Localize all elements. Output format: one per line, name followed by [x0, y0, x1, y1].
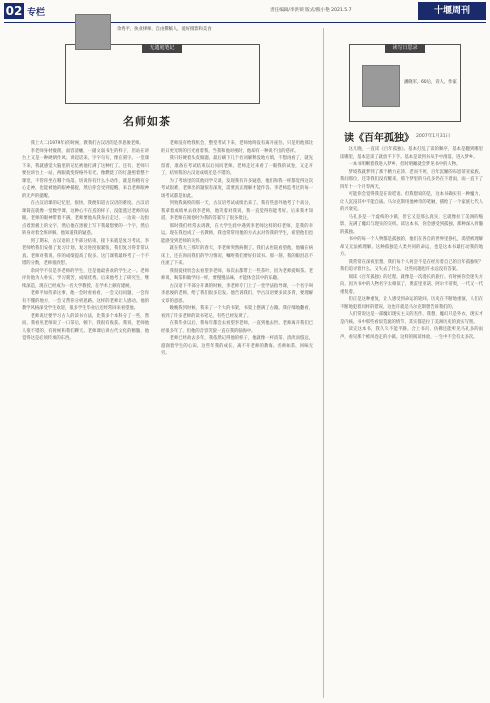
paragraph: 晚晚我到时候，我来了一个大的书架，书架上摆满了古籍。我仔细地翻看，看到了许多老师的读书笔记，有些已经发黄了。 — [161, 306, 313, 319]
paragraph: 就在我大三那年的春天，李老师突然病倒了。我们去医院看望他，他躺在病床上，还在询问我们的学习情况，嘱咐我们要好好读书。那一刻，我的眼泪忍不住流了下来。 — [161, 246, 313, 266]
paragraph: 我很爱找机会去看望李老师，每次去都带上一些茶叶，因为老师爱喝茶。老师说，喝茶和做学问一样，要慢慢品味，才能体会其中的乐趣。 — [161, 268, 313, 281]
paragraph: 人们常说这是一部魔幻现实主义的杰作，我想，魔幻只是外衣，现实才是内核。书中那些看似荒诞的情节，其实都是拉丁美洲历史的真实写照。 — [340, 312, 483, 325]
paragraph: 在古汉语课的记忆里，很快，我便知道古汉语的难度。古汉语课简直就像一堂数学课，这种心不在焉的样子，没能逃过老师的法眼。老师的眼神带着不满，老师要他从我身后走过，一边说一边指点着黑板上的文字，然后他在黑板上写下我最想要的一个字，然后转身对着全班讲解，他知道我的疑惑。 — [22, 201, 149, 236]
left-article-column-1 — [22, 140, 149, 695]
paragraph: 古汉语下半部分开课的时候，李老师专门上了一堂学法指导课，一个名字叫李思俊的老师，给了我们很多启发。他告诉我们，学古汉语要多读多背，要理解文章的意思。 — [161, 283, 313, 304]
paragraph: 老师没有给我机会，整堂考试下来，老师始终没有离开座位。只是用他那比炬日更光明的目光看着我，当我和他对视时，他却有一种说不出的慈祥。 — [161, 141, 313, 154]
paragraph: 马孔多是一个虚构的小镇，但它又是那么真实，它就像拉丁美洲的缩影，充满了魔幻与现实的交织。读这本书，你会感受到孤独，那种深入骨髓的孤独。 — [340, 214, 483, 235]
right-column-tag: 读写日思录 — [385, 44, 425, 53]
paragraph: 老师平如待弟这事，他一会时看看看，一会又问问题，一会你有不懂的地方，一会又帮你分析思路。这样的老师让人感动。他的教学风格深受学生欢迎，很多学生毕业后还经常回来看望他。 — [22, 291, 149, 311]
editor-meta: 责任编辑/李洪锁 版式/熊小艳 2021.5.7 — [270, 8, 352, 13]
left-column-tag: 无遗庭笔记 — [142, 44, 182, 53]
paragraph: 在我毕业以后，我每年都会去看望李老师，一直到他去世。老师离开我们已经很多年了，但他的音容笑貌一直在我的脑海中。 — [161, 321, 313, 334]
right-article-title: 读《百年孤独》 — [344, 133, 414, 144]
right-article-column — [340, 146, 483, 696]
page-number: 02 — [5, 4, 23, 18]
paragraph: 那时我们经常去请教，在大学生涯中遇到李老师这样的好老师，是我的幸运。现在我也成了一名教师，我也常常用他的方式去对待我的学生，希望他们也能感受到老师的关怀。 — [161, 223, 313, 244]
section-name: 专栏 — [27, 8, 46, 18]
paper-name: 十堰周刊 — [418, 2, 486, 20]
paragraph: 到致我离校的那一天，古汉语考试成绩出来了。我有些意外地考了个高分，我拿着成绩单去找李老师，他笑着对我说，我一直觉得你能考好。后来我才知道，李老师在阅卷时为我的答案写了很多批注。 — [161, 201, 313, 221]
paragraph: 到了期末，古汉语的上半部分结束，接下来就是复习考试。李老师给我们安排了复习计划，复习进度很紧张，我们复习得非常认真。老师对我说，你的成绩提高了很多。这门课我最终考了一个不错的分数，老师很欣慰。 — [22, 238, 149, 266]
paragraph: 可能你会觉得我是在说呓语。但我想说的是，这本书确实有一种魔力，让人沉浸其中不能自拔。马尔克斯用他神奇的笔触，描绘了一个家族七代人的兴衰史。 — [340, 192, 483, 212]
paragraph: 这几晚，一直读《百年孤独》。基本打乱了读的顺序，基本是翻到哪里读哪里，基本是读了就放不下手。基本是读到书从手中滑落，进入梦乡。 — [340, 147, 483, 160]
paragraph: 为了考场里的其他同学交谈，发现我有许多疑惑，他们和我一样都觉得这次考试很难，老师出的题很有深度，需要真正理解才能作答。李老师监考过的每一场考试都是如此。 — [161, 178, 313, 199]
paragraph: 老师已经故去多年，我依然记得他的样子，他就像一杯清茶，清淡而悠远，滋润着学生的心田。这些年我的成长，离不开老师的教诲。名师如茶，回味无穷。 — [161, 336, 313, 356]
paragraph: 书中的每一个人物都是孤独的，他们在各自的世界里挣扎，渴望被理解却又无法被理解。这种孤独是人类共同的命运，也是这本书最打动我的地方。 — [340, 237, 483, 257]
paragraph: 我只好硬着头皮做题。最后刷下几个名词解释没地方填，不想再看了，就先留着，准备在考试结束以后问问老师。老师走过来看了一眼我的试卷，又走开了，结果我的古汉语成绩还是不错的。 — [161, 156, 313, 176]
left-article-title: 名师如茶 — [123, 115, 171, 128]
paragraph: 但正是这种重复，让人感受到命运的轮回。历史在不断地重演，人们在不断地犯着同样的错误，这也许就是马尔克斯想告诉我们的。 — [340, 297, 483, 310]
left-author-photo — [75, 14, 111, 50]
paragraph: 阅读《百年孤独》的过程，就像是一次漫长的旅行。有时候你会迷失方向，因为书中的人物名字太相似了，奥雷里亚诺、阿尔卡蒂奥，一代又一代重复着。 — [340, 274, 483, 295]
paragraph: 李老师身材瘦削，面容清癯，一副文弱书生的样子，但站在讲台上又是一种硬朗作风；讲起话来，字字句句，像在刻字。一堂课下来，我就感觉大脑里的记忆被他打满了这种打了。还有，老师只要往讲台上一站，两眼就变得格外有光，像燃烧了的灯盏照着整个课堂，不管你坐在哪个角落，切说你有什么小动作，就是你稍有分心走神，也能被他的眼神捕捉，然后你会受到提醒，来自老师眼神的无声的提醒。 — [22, 148, 149, 199]
paragraph: 我上大二(1979年)的时候，教我们古汉语的是李思俊老师。 — [30, 141, 144, 146]
paragraph: 梦境我就梦到了那个精力充沛、老而不死、百年沉睡的布恩蒂亚家族。我问那位，还等我们没有醒来，那个梦里的马孔多仍在下着雨，雨一直下了四年十一个月零两天。 — [340, 169, 483, 190]
paragraph: 一本书明晰着我进入梦乡，但时明睡就会梦见书中的人物。 — [348, 162, 461, 167]
left-author-box — [65, 44, 260, 104]
paragraph: 老师说过要学习古人的读书方法，比我多个本科分了一些，然而，我看见老师说了一口茶后，顿下，我很有收获。我说，老师他人很不错的，有时候和我们聊天。老师课后讲古代文化的精髓，他觉得这是必须传承的东西。 — [22, 313, 149, 341]
paragraph: 我常常在深夜里想，我们每个人何尝不是在经历着自己的百年孤独呢？我们追寻着什么，又失去了什么，这些问题也许永远没有答案。 — [340, 259, 483, 272]
paragraph: 余同学不仅是李老师的学生，还是他最喜欢的学生之一。老师评价他为人朴实，学习刻苦，成绩优秀。后来他考上了研究生，继续深造，现在已经成为一名大学教授，在学术上颇有建树。 — [22, 268, 149, 289]
left-article-column-2 — [161, 140, 313, 695]
right-author-photo — [362, 65, 400, 107]
page-header — [0, 0, 490, 22]
right-author-caption: 潘晓军，60后，诗人，作家 — [404, 80, 457, 85]
right-author-box — [349, 44, 461, 122]
left-author-caption: 余秀平，执业律师，自由撰稿人，爱好摄影和美食 — [117, 27, 212, 32]
paragraph: 读完这本书，我久久不能平静。合上书页，仿佛还能听见马孔多的雨声，看见那个被风卷走的小镇。这样的阅读体验，一生中不会有太多次。 — [340, 327, 483, 340]
column-divider — [323, 28, 324, 698]
right-article-date: 2007年1月31日 — [416, 134, 451, 139]
